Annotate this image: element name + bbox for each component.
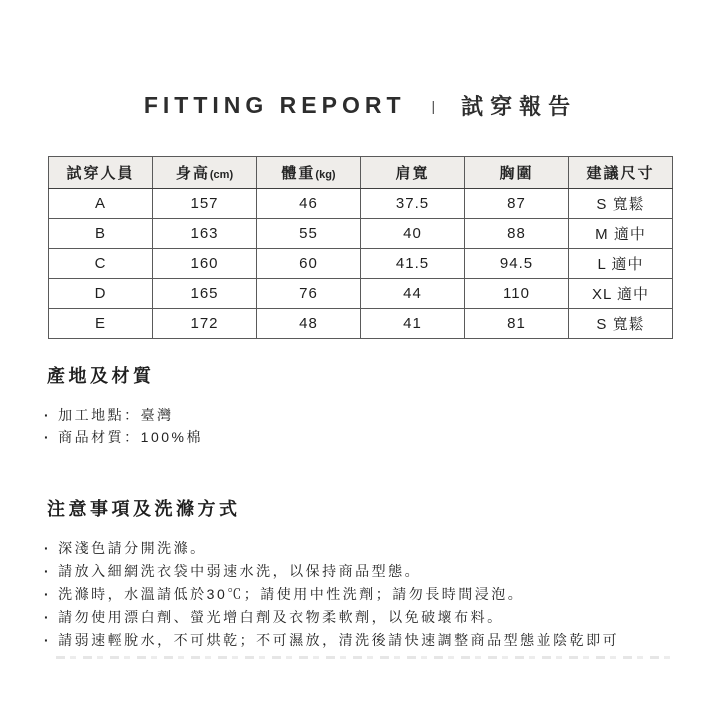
list-item [44, 606, 721, 629]
list-item [44, 537, 721, 560]
list-item [44, 404, 721, 426]
title-separator: | [431, 97, 436, 114]
section-heading-care: 注意事項及洗滌方式 [47, 499, 241, 519]
bullet-dot: · [44, 563, 52, 579]
list-item [44, 426, 721, 448]
col-header-tester: 試穿人員 [49, 157, 153, 189]
cell-weight: 76 [257, 279, 361, 309]
cell-tester: B [49, 219, 153, 249]
col-header-weight: 體重(kg) [257, 157, 361, 189]
cell-height: 163 [153, 219, 257, 249]
title-chinese: 試穿報告 [461, 94, 578, 119]
cell-chest: 81 [465, 309, 569, 339]
title-english: FITTING REPORT [143, 92, 406, 118]
cell-height: 160 [153, 249, 257, 279]
list-item [44, 629, 721, 652]
cell-weight: 60 [257, 249, 361, 279]
bullet-dot: · [44, 407, 52, 423]
cell-tester: D [49, 279, 153, 309]
cell-tester: A [49, 189, 153, 219]
list-item [44, 583, 721, 606]
list-item-text: 深淺色請分開洗滌。 [58, 540, 207, 556]
bullet-dot: · [44, 429, 52, 445]
cell-tester: C [49, 249, 153, 279]
cell-weight: 46 [257, 189, 361, 219]
cell-shoulder: 37.5 [361, 189, 465, 219]
list-item-text: 洗滌時，水溫請低於30℃；請使用中性洗劑；請勿長時間浸泡。 [58, 586, 525, 602]
cell-size: XL 適中 [569, 279, 673, 309]
bullet-dot: · [44, 586, 52, 602]
list-item-text: 請勿使用漂白劑、螢光增白劑及衣物柔軟劑，以免破壞布料。 [58, 609, 504, 625]
table-row [49, 249, 673, 279]
cell-shoulder: 44 [361, 279, 465, 309]
material-list [44, 404, 721, 448]
table-row [49, 309, 673, 339]
cell-height: 165 [153, 279, 257, 309]
table-row [49, 189, 673, 219]
list-item-text: 加工地點：臺灣 [58, 407, 174, 423]
cell-chest: 94.5 [465, 249, 569, 279]
cell-weight: 55 [257, 219, 361, 249]
cell-chest: 88 [465, 219, 569, 249]
table-header-row [49, 157, 673, 189]
list-item-text: 請放入細網洗衣袋中弱速水洗，以保持商品型態。 [58, 563, 422, 579]
cell-height: 172 [153, 309, 257, 339]
cell-tester: E [49, 309, 153, 339]
bullet-dot: · [44, 609, 52, 625]
col-header-chest: 胸圍 [465, 157, 569, 189]
cell-shoulder: 41.5 [361, 249, 465, 279]
cell-shoulder: 40 [361, 219, 465, 249]
cell-size: S 寬鬆 [569, 189, 673, 219]
page-title [0, 0, 721, 121]
bullet-dot: · [44, 632, 52, 648]
col-header-shoulder: 肩寬 [361, 157, 465, 189]
cropped-text-line [56, 656, 676, 659]
table-row [49, 219, 673, 249]
cell-size: L 適中 [569, 249, 673, 279]
fitting-table [48, 156, 673, 339]
cell-chest: 110 [465, 279, 569, 309]
cell-size: S 寬鬆 [569, 309, 673, 339]
cell-weight: 48 [257, 309, 361, 339]
care-list [44, 537, 721, 652]
bullet-dot: · [44, 540, 52, 556]
list-item [44, 560, 721, 583]
list-item-text: 商品材質：100%棉 [58, 429, 203, 445]
cell-height: 157 [153, 189, 257, 219]
cell-size: M 適中 [569, 219, 673, 249]
table-row [49, 279, 673, 309]
list-item-text: 請弱速輕脫水，不可烘乾；不可濕放，清洗後請快速調整商品型態並陰乾即可 [58, 632, 620, 648]
cell-chest: 87 [465, 189, 569, 219]
col-header-height: 身高(cm) [153, 157, 257, 189]
col-header-size: 建議尺寸 [569, 157, 673, 189]
cell-shoulder: 41 [361, 309, 465, 339]
section-heading-material: 產地及材質 [47, 366, 155, 386]
